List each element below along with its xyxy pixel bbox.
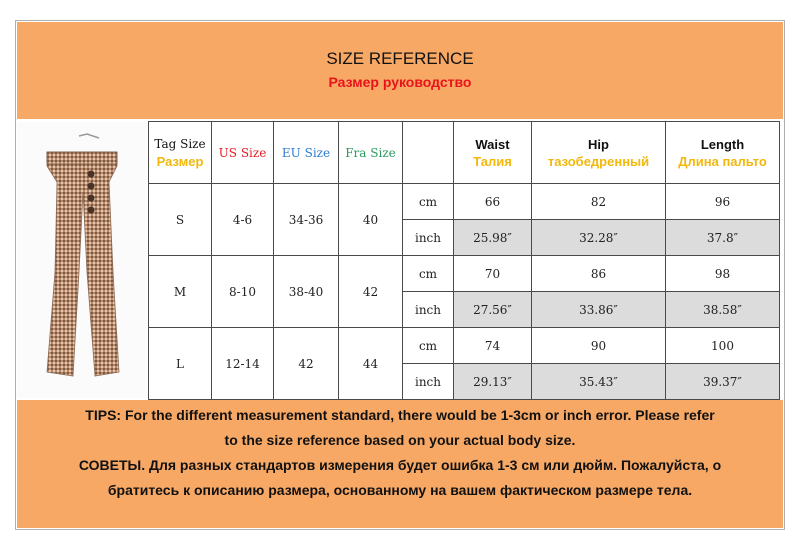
waist-cell: 29.13″ (454, 364, 532, 400)
unit-cell: cm (403, 256, 454, 292)
length-cell: 98 (666, 256, 780, 292)
us-size-cell: 8-10 (212, 256, 274, 328)
unit-cell: inch (403, 220, 454, 256)
size-table (148, 121, 780, 400)
unit-header (403, 122, 454, 184)
hip-cell: 86 (532, 256, 666, 292)
waist-cell: 27.56″ (454, 292, 532, 328)
eu-size-cell: 42 (274, 328, 339, 400)
table-row (149, 256, 780, 292)
product-photo (17, 122, 146, 398)
tips-line-ru-1: СОВЕТЫ. Для разных стандартов измерения будет ошибка 1-3 см или дюйм. Пожалуйста, о (78, 457, 722, 473)
waist-header: Waist Талия (454, 122, 532, 184)
length-cell: 38.58″ (666, 292, 780, 328)
header-row (149, 122, 780, 184)
length-cell: 96 (666, 184, 780, 220)
fra-size-cell: 42 (339, 256, 403, 328)
tips-box (17, 400, 783, 528)
hip-cell: 32.28″ (532, 220, 666, 256)
unit-cell: inch (403, 292, 454, 328)
tips-line-en-2: to the size reference based on your actual body size. (224, 432, 576, 448)
tag-size-cell: M (149, 256, 212, 328)
table-row (149, 184, 780, 220)
eu-size-cell: 38-40 (274, 256, 339, 328)
unit-cell: inch (403, 364, 454, 400)
us-size-header: US Size (212, 122, 274, 184)
hip-cell: 90 (532, 328, 666, 364)
length-cell: 37.8″ (666, 220, 780, 256)
waist-cell: 70 (454, 256, 532, 292)
length-header: Length Длина пальто (666, 122, 780, 184)
fra-size-cell: 40 (339, 184, 403, 256)
page-title: SIZE REFERENCE (326, 49, 474, 68)
table-row (149, 328, 780, 364)
hip-header: Hip тазобедренный (532, 122, 666, 184)
tag-size-cell: L (149, 328, 212, 400)
fra-size-cell: 44 (339, 328, 403, 400)
unit-cell: cm (403, 184, 454, 220)
tag-size-cell: S (149, 184, 212, 256)
us-size-cell: 4-6 (212, 184, 274, 256)
hip-cell: 33.86″ (532, 292, 666, 328)
hip-cell: 35.43″ (532, 364, 666, 400)
waist-cell: 66 (454, 184, 532, 220)
length-cell: 39.37″ (666, 364, 780, 400)
trousers-icon (17, 122, 146, 398)
eu-size-header: EU Size (274, 122, 339, 184)
waist-cell: 25.98″ (454, 220, 532, 256)
tag-size-header: Tag Size Размер (149, 122, 212, 184)
hip-cell: 82 (532, 184, 666, 220)
tips-line-en-1: TIPS: For the different measurement standard, there would be 1-3cm or inch error. Please refer (85, 407, 715, 423)
waist-cell: 74 (454, 328, 532, 364)
tips-line-ru-2: братитесь к описанию размера, основанному на вашем фактическом размере тела. (107, 482, 693, 498)
fra-size-header: Fra Size (339, 122, 403, 184)
page-subtitle-ru: Размер руководство (328, 74, 472, 90)
title-banner (17, 22, 783, 119)
us-size-cell: 12-14 (212, 328, 274, 400)
unit-cell: cm (403, 328, 454, 364)
length-cell: 100 (666, 328, 780, 364)
eu-size-cell: 34-36 (274, 184, 339, 256)
